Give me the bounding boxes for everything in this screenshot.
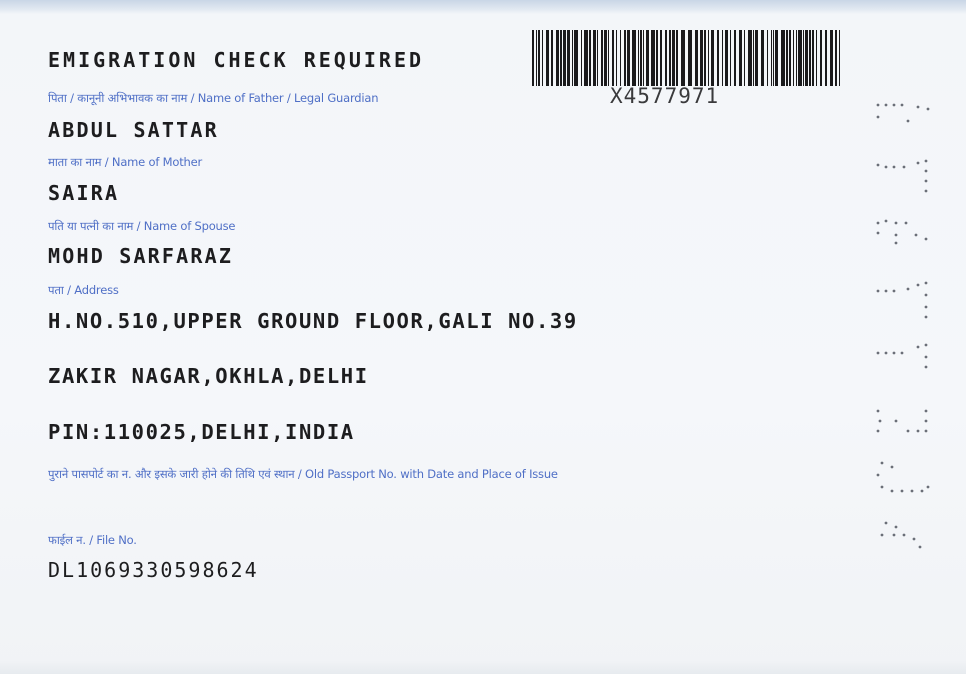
file-number: DL1069330598624	[48, 558, 259, 582]
barcode-bar	[730, 30, 731, 86]
perforation-dot	[881, 534, 884, 537]
barcode-bar	[581, 30, 582, 86]
perforation-dot	[891, 490, 894, 493]
perforation-dot	[925, 344, 928, 347]
address-line-2: ZAKIR NAGAR,OKHLA,DELHI	[48, 364, 369, 388]
perforation-dot	[877, 352, 880, 355]
barcode-bar	[656, 30, 658, 86]
perforation-dot	[879, 420, 882, 423]
barcode-bar	[593, 30, 596, 86]
perforation-dot	[925, 180, 928, 183]
barcode-bar	[608, 30, 609, 86]
barcode-bar	[660, 30, 662, 86]
perforation-dot	[881, 486, 884, 489]
perforation-dot	[877, 474, 880, 477]
barcode-bar	[542, 30, 543, 86]
barcode-bar	[604, 30, 607, 86]
barcode-bar	[789, 30, 791, 86]
barcode-bar	[700, 30, 703, 86]
barcode-bar	[803, 30, 804, 86]
barcode-bar	[589, 30, 591, 86]
barcode-bar	[835, 30, 837, 86]
barcode-bar	[711, 30, 714, 86]
barcode-bar	[672, 30, 675, 86]
perforation-dot	[907, 430, 910, 433]
barcode-bar	[775, 30, 778, 86]
barcode-bar	[820, 30, 822, 86]
perforation-dot	[925, 170, 928, 173]
perforation-dot	[907, 120, 910, 123]
perforation-dot	[925, 430, 928, 433]
address-label: पता / Address	[48, 283, 119, 297]
mother-name: SAIRA	[48, 181, 120, 205]
perforation-dot	[903, 166, 906, 169]
barcode-bar	[572, 30, 573, 86]
perforation-dot	[925, 316, 928, 319]
file-number-label: फाईल न. / File No.	[48, 533, 137, 547]
perforation-dot	[893, 104, 896, 107]
barcode-bar	[767, 30, 768, 86]
bottom-edge	[0, 660, 966, 674]
barcode-bar	[816, 30, 817, 86]
perforation-dot	[877, 232, 880, 235]
barcode-bar	[651, 30, 655, 86]
barcode-bar	[688, 30, 692, 86]
barcode-bar	[532, 30, 534, 86]
mother-label: माता का नाम / Name of Mother	[48, 155, 203, 169]
perforation-dot	[925, 306, 928, 309]
barcode-bar	[627, 30, 630, 86]
barcode-bar	[624, 30, 626, 86]
barcode-bar	[681, 30, 685, 86]
barcode-bar	[771, 30, 772, 86]
barcode-bar	[551, 30, 553, 86]
perforation-dot	[927, 486, 930, 489]
barcode-bar	[744, 30, 745, 86]
perforation-dot	[885, 522, 888, 525]
perforation-dot	[893, 290, 896, 293]
barcode-bar	[773, 30, 774, 86]
perforation-dot	[927, 108, 930, 111]
barcode-bar	[748, 30, 752, 86]
barcode-bar	[704, 30, 706, 86]
barcode-bar	[825, 30, 827, 86]
barcode-bar	[563, 30, 566, 86]
barcode-bar	[786, 30, 788, 86]
barcode-bar	[601, 30, 603, 86]
barcode-bar	[695, 30, 698, 86]
barcode-bar	[761, 30, 764, 86]
barcode-bar	[560, 30, 562, 86]
barcode-bar	[812, 30, 814, 86]
perforation-dot	[885, 290, 888, 293]
barcode-bar	[643, 30, 644, 86]
perforation-dot	[925, 366, 928, 369]
spouse-name: MOHD SARFARAZ	[48, 244, 234, 268]
barcode-bar	[739, 30, 742, 86]
barcode-bar	[781, 30, 785, 86]
perforation-dot	[877, 164, 880, 167]
barcode-bar	[638, 30, 639, 86]
barcode-bar	[538, 30, 540, 86]
perforation-dot	[893, 352, 896, 355]
address-line-3: PIN:110025,DELHI,INDIA	[48, 420, 355, 444]
perforation-dot	[925, 238, 928, 241]
perforation-dot	[917, 162, 920, 165]
perforation-dot	[925, 420, 928, 423]
perforation-dot	[877, 410, 880, 413]
top-edge-strip	[0, 0, 966, 14]
perforation-dot	[881, 462, 884, 465]
barcode-bar	[753, 30, 754, 86]
barcode-bar	[632, 30, 636, 86]
perforation-dot	[925, 356, 928, 359]
perforation-dot	[893, 166, 896, 169]
perforation-dot	[925, 410, 928, 413]
perforation-dot	[893, 534, 896, 537]
perforation-dot	[921, 490, 924, 493]
barcode-bar	[755, 30, 758, 86]
barcode-bar	[798, 30, 802, 86]
perforation-dot	[919, 546, 922, 549]
perforation-dot	[895, 242, 898, 245]
perforation-dots	[868, 95, 938, 565]
barcode-bar	[676, 30, 678, 86]
barcode-bar	[536, 30, 537, 86]
perforation-dot	[877, 222, 880, 225]
perforation-dot	[917, 346, 920, 349]
perforation-dot	[917, 430, 920, 433]
perforation-dot	[915, 234, 918, 237]
father-label: पिता / कानूनी अभिभावक का नाम / Name of Father / Legal Guardian	[48, 91, 379, 105]
address-line-1: H.NO.510,UPPER GROUND FLOOR,GALI NO.39	[48, 309, 578, 333]
perforation-dot	[913, 538, 916, 541]
barcode-bar	[717, 30, 719, 86]
perforation-dot	[901, 352, 904, 355]
old-passport-label: पुराने पासपोर्ट का न. और इसके जारी होने की तिथि एवं स्थान / Old Passport No. with Date and Place of Issue	[48, 467, 558, 481]
barcode-bar	[665, 30, 667, 86]
barcode-bar	[556, 30, 559, 86]
perforation-dot	[911, 490, 914, 493]
barcode-bar	[640, 30, 642, 86]
perforation-dot	[917, 106, 920, 109]
perforation-dot	[925, 190, 928, 193]
barcode-bar	[809, 30, 811, 86]
barcode-bar	[567, 30, 570, 86]
barcode-bar	[708, 30, 709, 86]
barcode-bar	[646, 30, 649, 86]
perforation-dot	[905, 222, 908, 225]
perforation-dot	[885, 352, 888, 355]
barcode-bar	[584, 30, 588, 86]
barcode-bar	[597, 30, 598, 86]
perforation-dot	[885, 166, 888, 169]
barcode-bar	[616, 30, 617, 86]
barcode-bar	[734, 30, 736, 86]
perforation-dot	[877, 290, 880, 293]
barcode-graphic	[532, 30, 844, 86]
barcode-number: X4577971	[610, 84, 720, 108]
perforation-dot	[895, 420, 898, 423]
barcode-bar	[725, 30, 728, 86]
barcode-bar	[669, 30, 671, 86]
perforation-dot	[885, 104, 888, 107]
perforation-dot	[901, 490, 904, 493]
barcode-bar	[722, 30, 723, 86]
perforation-dot	[925, 294, 928, 297]
perforation-dot	[877, 116, 880, 119]
barcode-bar	[793, 30, 794, 86]
barcode-bar	[839, 30, 840, 86]
barcode-bar	[620, 30, 621, 86]
perforation-dot	[925, 160, 928, 163]
barcode-bar	[546, 30, 549, 86]
barcode-bar	[830, 30, 833, 86]
perforation-dot	[925, 282, 928, 285]
barcode-bar	[796, 30, 797, 86]
perforation-dot	[891, 466, 894, 469]
perforation-dot	[917, 284, 920, 287]
perforation-dot	[903, 534, 906, 537]
barcode	[532, 30, 844, 86]
perforation-dot	[895, 526, 898, 529]
barcode-bar	[574, 30, 578, 86]
perforation-dot	[901, 104, 904, 107]
perforation-dot	[877, 104, 880, 107]
perforation-dot	[895, 234, 898, 237]
perforation-dot	[907, 288, 910, 291]
father-name: ABDUL SATTAR	[48, 118, 219, 142]
perforation-dot	[885, 220, 888, 223]
perforation-dot	[877, 430, 880, 433]
barcode-bar	[612, 30, 614, 86]
perforation-dot	[895, 222, 898, 225]
emigration-status-heading: EMIGRATION CHECK REQUIRED	[48, 48, 425, 72]
spouse-label: पति या पत्नी का नाम / Name of Spouse	[48, 219, 236, 233]
barcode-bar	[805, 30, 808, 86]
